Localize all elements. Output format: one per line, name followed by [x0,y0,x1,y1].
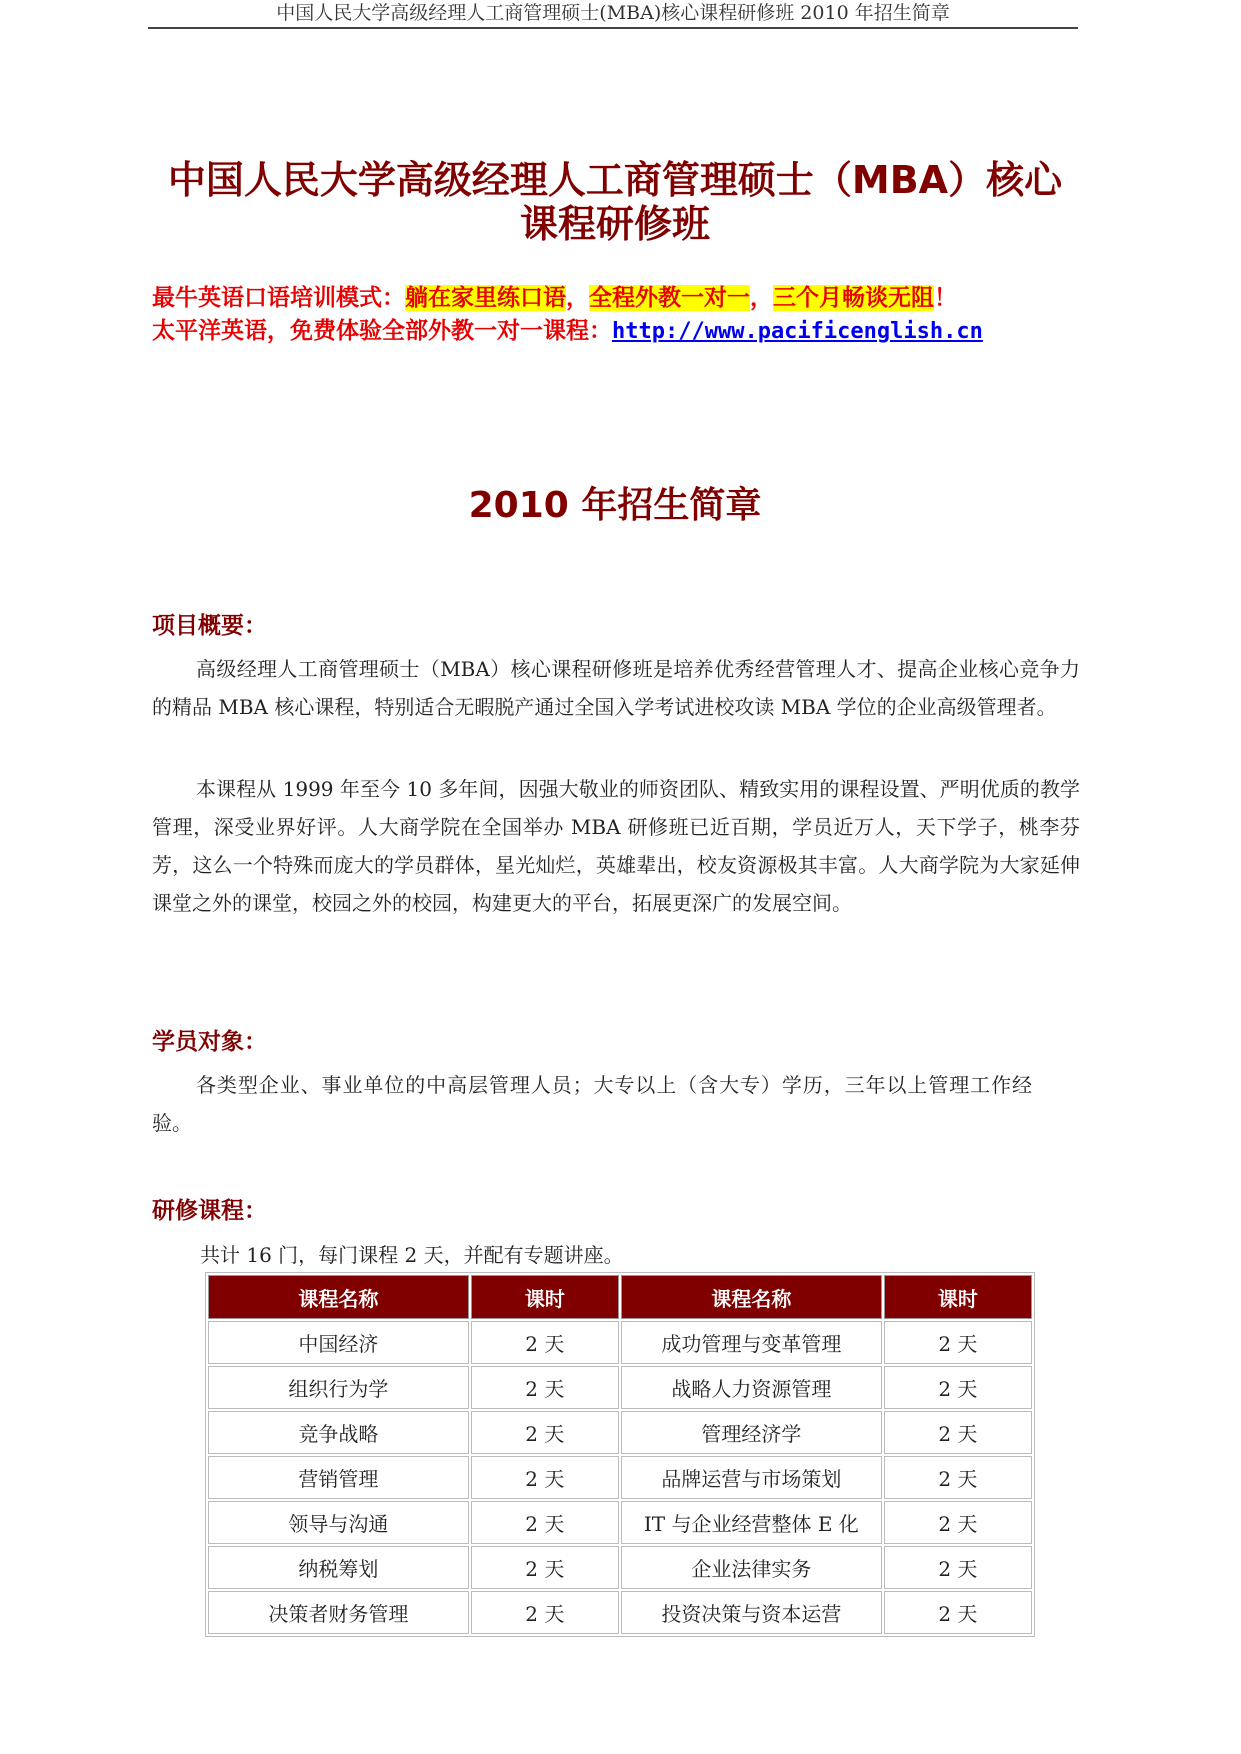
section-heading-target: 学员对象： [152,1029,267,1055]
course-hours-cell: 2 天 [884,1546,1032,1589]
course-name-cell: 决策者财务管理 [208,1591,469,1634]
course-name-cell: 领导与沟通 [208,1501,469,1544]
course-name-cell: 组织行为学 [208,1366,469,1409]
course-name-cell: 中国经济 [208,1321,469,1364]
course-hours-cell: 2 天 [471,1456,619,1499]
running-header: 中国人民大学高级经理人工商管理硕士(MBA)核心课程研修班 2010 年招生简章 [148,0,1078,29]
target-paragraph: 各类型企业、事业单位的中高层管理人员；大专以上（含大专）学历，三年以上管理工作经验。 [152,1073,1032,1135]
course-name-cell: 纳税筹划 [208,1546,469,1589]
course-hours-cell: 2 天 [471,1366,619,1409]
course-name-cell: 企业法律实务 [621,1546,882,1589]
course-hours-cell: 2 天 [884,1411,1032,1454]
table-row [208,1366,1032,1409]
course-table [205,1272,1035,1637]
course-name-cell: 战略人力资源管理 [621,1366,882,1409]
section-heading-courses: 研修课程： [152,1198,267,1224]
promo-suffix: ！ [934,285,957,311]
page-title: 中国人民大学高级经理人工商管理硕士（MBA）核心课程研修班 [167,158,1063,246]
promo-highlight-2: 全程外教一对一 [589,285,750,311]
promo-separator: ， [750,285,773,311]
course-hours-cell: 2 天 [471,1501,619,1544]
table-row [208,1501,1032,1544]
table-row [208,1411,1032,1454]
overview-paragraph-1: 高级经理人工商管理硕士（MBA）核心课程研修班是培养优秀经营管理人才、提高企业核心竞争力的精品 MBA 核心课程，特别适合无暇脱产通过全国入学考试进校攻读 MBA 学位的企业高级管理者。 [152,657,1080,719]
course-hours-cell: 2 天 [884,1501,1032,1544]
column-header-hours: 课时 [884,1275,1032,1319]
courses-intro: 共计 16 门，每门课程 2 天，并配有专题讲座。 [200,1243,624,1267]
promo-prefix: 太平洋英语，免费体验全部外教一对一课程： [152,318,612,344]
promo-prefix: 最牛英语口语培训模式： [152,285,405,311]
course-hours-cell: 2 天 [884,1456,1032,1499]
course-hours-cell: 2 天 [471,1321,619,1364]
course-hours-cell: 2 天 [471,1591,619,1634]
section-heading-overview: 项目概要： [152,613,267,639]
table-row [208,1546,1032,1589]
course-hours-cell: 2 天 [884,1591,1032,1634]
overview-paragraph-2: 本课程从 1999 年至今 10 多年间，因强大敬业的师资团队、精致实用的课程设置、严明优质的教学管理，深受业界好评。人大商学院在全国举办 MBA 研修班已近百期，学员近万人，天下学子，桃李芬芳，这么一个特殊而庞大的学员群体，星光灿烂，英雄辈出，校友资源极其丰富。人大商学院为大家延伸课堂之外的课堂，校园之外的校园，构建更大的平台，拓展更深广的发展空间。 [152,777,1080,915]
course-hours-cell: 2 天 [884,1321,1032,1364]
course-name-cell: 管理经济学 [621,1411,882,1454]
column-header-course-name: 课程名称 [621,1275,882,1319]
table-row [208,1591,1032,1634]
column-header-course-name: 课程名称 [208,1275,469,1319]
course-name-cell: 成功管理与变革管理 [621,1321,882,1364]
promo-highlight-1: 躺在家里练口语 [405,285,566,311]
course-name-cell: 投资决策与资本运营 [621,1591,882,1634]
promo-highlight-3: 三个月畅谈无阻 [773,285,934,311]
course-name-cell: IT 与企业经营整体 E 化 [621,1501,882,1544]
table-row [208,1456,1032,1499]
course-name-cell: 品牌运营与市场策划 [621,1456,882,1499]
course-name-cell: 营销管理 [208,1456,469,1499]
course-name-cell: 竞争战略 [208,1411,469,1454]
table-header-row [208,1275,1032,1319]
column-header-hours: 课时 [471,1275,619,1319]
promo-website-link[interactable]: http://www.pacificenglish.cn [612,319,983,344]
promo-separator: ， [566,285,589,311]
year-title: 2010 年招生简章 [468,485,762,526]
course-hours-cell: 2 天 [471,1546,619,1589]
promo-line-1 [152,283,1072,313]
course-hours-cell: 2 天 [884,1366,1032,1409]
table-row [208,1321,1032,1364]
course-hours-cell: 2 天 [471,1411,619,1454]
promo-line-2 [152,316,1072,347]
